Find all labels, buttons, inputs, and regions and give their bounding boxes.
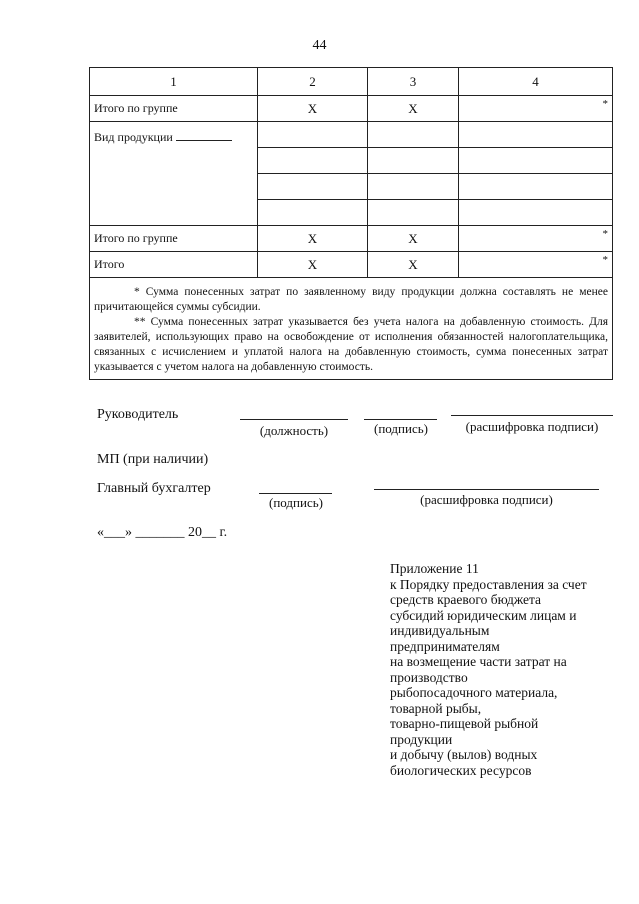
appendix-line: и добычу (вылов) водных <box>390 747 538 762</box>
position-caption: (должность) <box>259 423 329 438</box>
acc-signature-caption: (подпись) <box>269 495 323 510</box>
amount-cell <box>459 226 613 252</box>
empty-cell <box>459 148 613 174</box>
table-row-group-total-2 <box>90 226 613 252</box>
footnote-2: ** Сумма понесенных затрат указывается без учета налога на добавленную стоимость. Для заявителей, использующих право на освобождение от исполнения обязанностей налогоплательщика, связанных с исчислением и уплатой налога на добавленную стоимость, сумма понесенных затрат указывается с учетом налога на добавленную стоимость. <box>94 316 608 373</box>
empty-cell <box>258 174 368 200</box>
table-row-product-type <box>90 122 613 148</box>
appendix-line: производство <box>390 669 468 685</box>
date-line: «___» _______ 20__ г. <box>97 525 228 540</box>
empty-cell <box>368 148 459 174</box>
appendix-line: товарной рыбы, <box>390 700 482 716</box>
footnote-1: * Сумма понесенных затрат по заявленному виду продукции должна составлять не менее причитающейся суммы субсидии. <box>94 286 608 313</box>
col-header-2: 2 <box>258 68 368 96</box>
signature-line <box>364 419 437 420</box>
footnote-star: * <box>602 98 608 110</box>
acc-name-line <box>374 489 599 490</box>
appendix-line: на возмещение части затрат на <box>390 654 567 669</box>
col-header-4: 4 <box>459 68 613 96</box>
empty-cell <box>258 122 368 148</box>
footnote-star: * <box>602 254 608 266</box>
row-label: Итого по группе <box>90 226 258 252</box>
appendix-line: продукции <box>390 731 453 747</box>
appendix-line: Приложение 11 <box>390 561 479 576</box>
empty-cell <box>459 174 613 200</box>
appendix-line: биологических ресурсов <box>390 762 532 778</box>
col-header-3: 3 <box>368 68 459 96</box>
empty-cell <box>368 200 459 226</box>
empty-cell <box>459 200 613 226</box>
appendix-line: индивидуальным <box>390 623 490 638</box>
empty-cell <box>368 122 459 148</box>
blank-fill-line <box>176 130 232 141</box>
table-row-group-total-1 <box>90 96 613 122</box>
empty-cell <box>258 148 368 174</box>
signature-caption: (подпись) <box>374 421 428 436</box>
cell-x: X <box>368 96 459 122</box>
footnote-star: * <box>602 228 608 240</box>
row-label: Итого по группе <box>90 96 258 122</box>
product-type-cell <box>90 122 258 226</box>
cell-x: X <box>368 226 459 252</box>
amount-cell <box>459 96 613 122</box>
table-row-total <box>90 252 613 278</box>
acc-signature-line <box>259 493 332 494</box>
accountant-label: Главный бухгалтер <box>97 481 211 496</box>
appendix-line: предпринимателям <box>390 638 500 654</box>
appendix-line: средств краевого бюджета <box>390 592 542 607</box>
appendix-line: рыбопосадочного материала, <box>390 685 558 700</box>
amount-cell <box>459 252 613 278</box>
expenses-table <box>89 67 613 380</box>
footnotes-cell <box>90 278 613 380</box>
appendix-block <box>390 561 625 778</box>
table-notes-row <box>90 278 613 380</box>
seal-label: МП (при наличии) <box>97 452 209 467</box>
position-line <box>240 419 348 420</box>
name-line <box>451 415 613 416</box>
row-label: Итого <box>90 252 258 278</box>
page-number: 44 <box>312 38 327 53</box>
head-label: Руководитель <box>97 407 179 422</box>
col-header-1: 1 <box>90 68 258 96</box>
cell-x: X <box>258 252 368 278</box>
cell-x: X <box>368 252 459 278</box>
appendix-line: товарно-пищевой рыбной <box>390 716 539 731</box>
empty-cell <box>368 174 459 200</box>
empty-cell <box>459 122 613 148</box>
row-label: Вид продукции <box>94 130 173 144</box>
table-header-row <box>90 68 613 96</box>
empty-cell <box>258 200 368 226</box>
acc-name-caption: (расшифровка подписи) <box>420 492 553 507</box>
cell-x: X <box>258 96 368 122</box>
name-caption: (расшифровка подписи) <box>465 419 599 434</box>
cell-x: X <box>258 226 368 252</box>
appendix-line: субсидий юридическим лицам и <box>390 607 577 623</box>
appendix-line: к Порядку предоставления за счет <box>390 576 587 592</box>
